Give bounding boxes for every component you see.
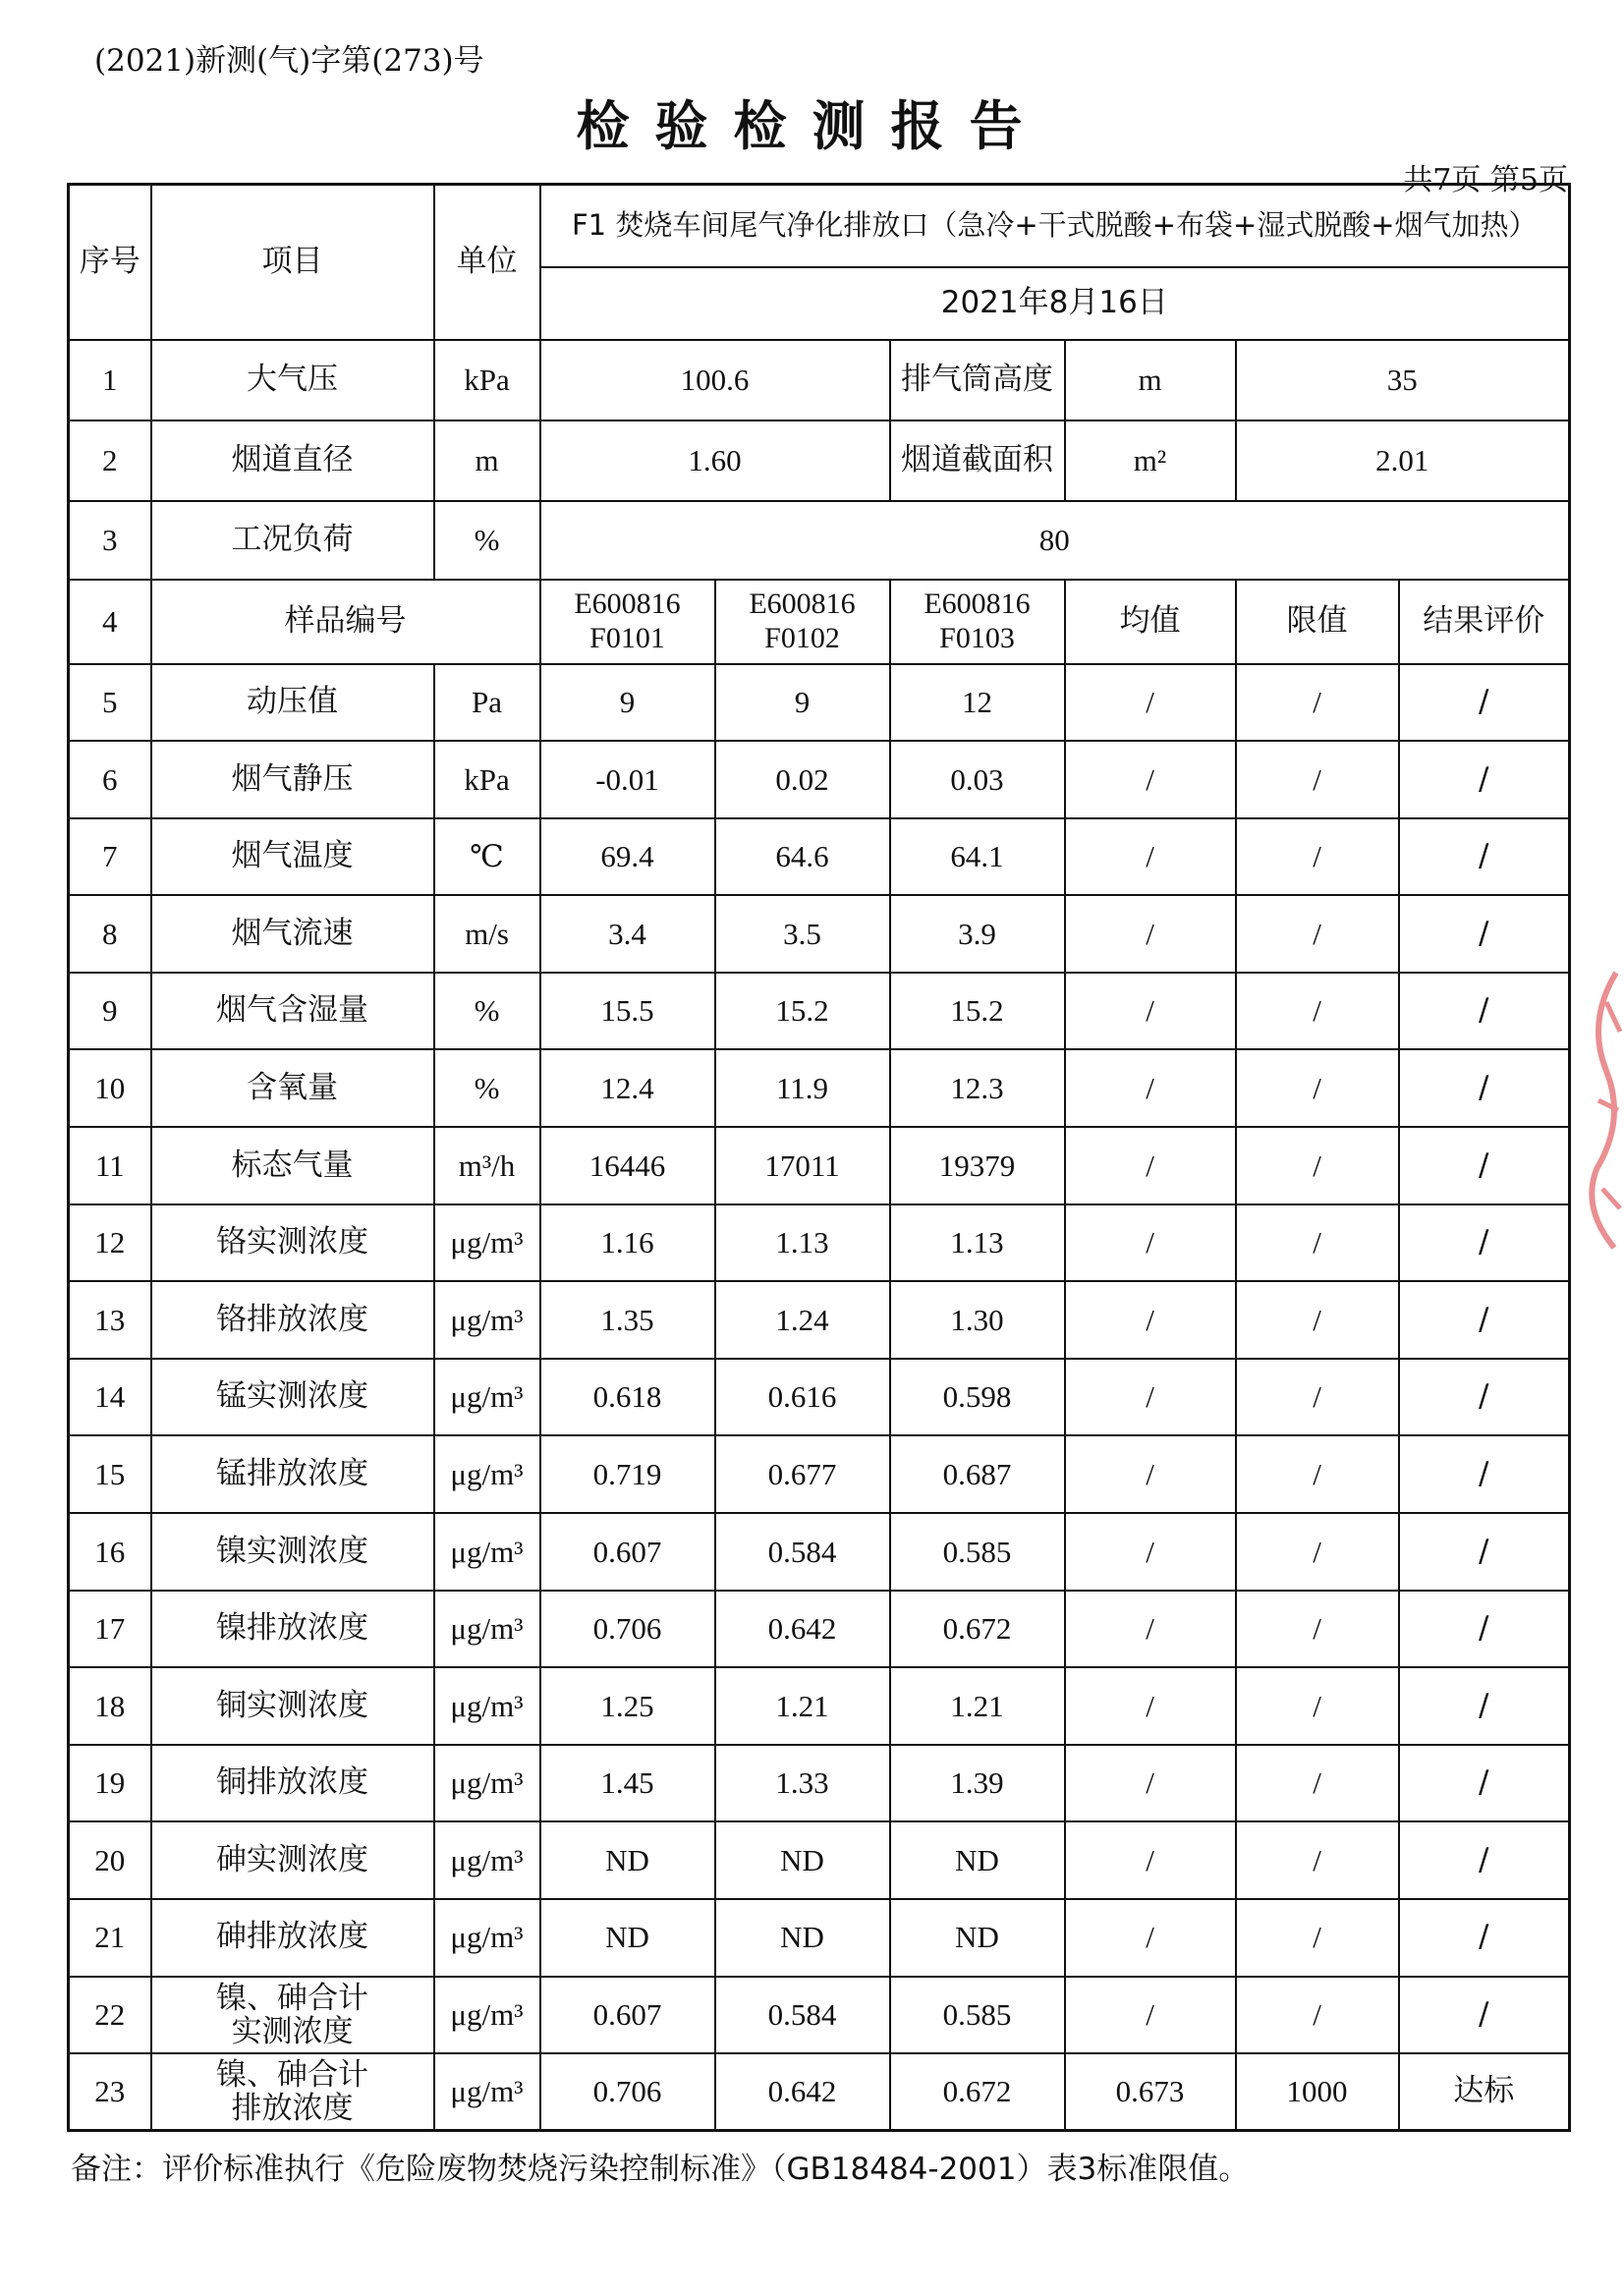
- document-number: (2021)新测(气)字第(273)号: [94, 43, 484, 79]
- header-average: 均值: [1065, 580, 1236, 664]
- table-row: [69, 664, 1570, 742]
- unit-cell: μg/m³: [434, 1821, 540, 1899]
- evaluation-cell: /: [1399, 1745, 1570, 1822]
- item-cell: 样品编号: [151, 580, 540, 664]
- item-cell: 镍排放浓度: [151, 1591, 434, 1668]
- limit-cell: /: [1236, 1667, 1399, 1745]
- value-cell: 17011: [715, 1127, 890, 1204]
- value-cell: 2.01: [1236, 420, 1570, 501]
- value-cell: ND: [715, 1899, 890, 1977]
- header-item: 项目: [151, 185, 434, 340]
- item-cell: 镍、砷合计 排放浓度: [151, 2053, 434, 2131]
- table-row: [69, 741, 1570, 818]
- seq-cell: 10: [69, 1049, 151, 1127]
- seq-cell: 15: [69, 1435, 151, 1513]
- header-seq: 序号: [69, 185, 151, 340]
- value-cell: 9: [540, 664, 715, 742]
- header-limit: 限值: [1236, 580, 1399, 664]
- seq-cell: 6: [69, 741, 151, 818]
- value-cell: 12.3: [890, 1049, 1065, 1127]
- average-cell: /: [1065, 741, 1236, 818]
- seq-cell: 9: [69, 973, 151, 1050]
- value-cell: 0.642: [715, 2053, 890, 2131]
- unit-cell: μg/m³: [434, 1977, 540, 2054]
- value-cell: 0.672: [890, 2053, 1065, 2131]
- average-cell: /: [1065, 1591, 1236, 1668]
- evaluation-cell: /: [1399, 1899, 1570, 1977]
- unit-cell: μg/m³: [434, 1667, 540, 1745]
- evaluation-cell: /: [1399, 1359, 1570, 1436]
- value-cell: 69.4: [540, 818, 715, 896]
- limit-cell: /: [1236, 1977, 1399, 2054]
- value-cell: 0.584: [715, 1513, 890, 1591]
- value-cell: 15.2: [890, 973, 1065, 1050]
- value-cell: ND: [890, 1899, 1065, 1977]
- item-cell: 砷排放浓度: [151, 1899, 434, 1977]
- item-cell: 烟气温度: [151, 818, 434, 896]
- evaluation-cell: /: [1399, 818, 1570, 896]
- seq-cell: 12: [69, 1204, 151, 1282]
- value-cell: 64.6: [715, 818, 890, 896]
- unit-cell: %: [434, 1049, 540, 1127]
- value-cell: 3.9: [890, 895, 1065, 973]
- sample-id-cell: E600816 F0102: [715, 580, 890, 664]
- location-title: F1 焚烧车间尾气净化排放口（急冷+干式脱酸+布袋+湿式脱酸+烟气加热）: [540, 185, 1570, 267]
- seq-cell: 1: [69, 340, 151, 420]
- average-cell: /: [1065, 895, 1236, 973]
- value-cell: 1.60: [540, 420, 890, 501]
- limit-cell: /: [1236, 895, 1399, 973]
- seq-cell: 3: [69, 501, 151, 580]
- table-row: [69, 1359, 1570, 1436]
- value-cell: 80: [540, 501, 1570, 580]
- evaluation-cell: /: [1399, 1821, 1570, 1899]
- limit-cell: /: [1236, 1435, 1399, 1513]
- table-row: [69, 501, 1570, 580]
- item-cell: 烟道直径: [151, 420, 434, 501]
- value-cell: 3.4: [540, 895, 715, 973]
- table-row: [69, 1821, 1570, 1899]
- unit-cell: kPa: [434, 340, 540, 420]
- value-cell: 19379: [890, 1127, 1065, 1204]
- seq-cell: 21: [69, 1899, 151, 1977]
- item-cell: 烟气静压: [151, 741, 434, 818]
- seq-cell: 4: [69, 580, 151, 664]
- item-cell: 铜排放浓度: [151, 1745, 434, 1822]
- seq-cell: 17: [69, 1591, 151, 1668]
- header-evaluation: 结果评价: [1399, 580, 1570, 664]
- value-cell: 0.618: [540, 1359, 715, 1436]
- limit-cell: 1000: [1236, 2053, 1399, 2131]
- limit-cell: /: [1236, 818, 1399, 896]
- value-cell: 0.598: [890, 1359, 1065, 1436]
- item-cell: 锰排放浓度: [151, 1435, 434, 1513]
- value-cell: 35: [1236, 340, 1570, 420]
- header-unit: 单位: [434, 185, 540, 340]
- limit-cell: /: [1236, 1281, 1399, 1359]
- unit-cell: m: [434, 420, 540, 501]
- item-cell: 镍实测浓度: [151, 1513, 434, 1591]
- evaluation-cell: /: [1399, 1667, 1570, 1745]
- unit-cell: m²: [1065, 420, 1236, 501]
- value-cell: 1.25: [540, 1667, 715, 1745]
- seq-cell: 11: [69, 1127, 151, 1204]
- average-cell: /: [1065, 1204, 1236, 1282]
- table-row: [69, 1591, 1570, 1668]
- limit-cell: /: [1236, 1899, 1399, 1977]
- unit-cell: m/s: [434, 895, 540, 973]
- value-cell: 12: [890, 664, 1065, 742]
- seq-cell: 2: [69, 420, 151, 501]
- seq-cell: 7: [69, 818, 151, 896]
- value-cell: 0.02: [715, 741, 890, 818]
- evaluation-cell: /: [1399, 1204, 1570, 1282]
- evaluation-cell: /: [1399, 1435, 1570, 1513]
- item-cell: 动压值: [151, 664, 434, 742]
- average-cell: /: [1065, 1513, 1236, 1591]
- table-row: [69, 895, 1570, 973]
- unit-cell: μg/m³: [434, 1591, 540, 1668]
- average-cell: /: [1065, 973, 1236, 1050]
- report-title: 检验检测报告: [576, 95, 1048, 157]
- unit-cell: μg/m³: [434, 2053, 540, 2131]
- value-cell: 0.719: [540, 1435, 715, 1513]
- table-row: [69, 1899, 1570, 1977]
- limit-cell: /: [1236, 1745, 1399, 1822]
- average-cell: 0.673: [1065, 2053, 1236, 2131]
- value-cell: 0.706: [540, 1591, 715, 1668]
- seq-cell: 18: [69, 1667, 151, 1745]
- value-cell: 0.607: [540, 1977, 715, 2054]
- unit-cell: μg/m³: [434, 1281, 540, 1359]
- unit-cell: %: [434, 501, 540, 580]
- value-cell: 100.6: [540, 340, 890, 420]
- seq-cell: 8: [69, 895, 151, 973]
- average-cell: /: [1065, 818, 1236, 896]
- limit-cell: /: [1236, 1049, 1399, 1127]
- value-cell: 9: [715, 664, 890, 742]
- seq-cell: 5: [69, 664, 151, 742]
- value-cell: ND: [540, 1899, 715, 1977]
- average-cell: /: [1065, 1977, 1236, 2054]
- evaluation-cell: /: [1399, 1281, 1570, 1359]
- table-row: [69, 1977, 1570, 2054]
- value-cell: ND: [890, 1821, 1065, 1899]
- value-cell: 1.21: [715, 1667, 890, 1745]
- value-cell: 1.24: [715, 1281, 890, 1359]
- limit-cell: /: [1236, 1591, 1399, 1668]
- item-cell: 标态气量: [151, 1127, 434, 1204]
- evaluation-cell: /: [1399, 1127, 1570, 1204]
- value-cell: 1.39: [890, 1745, 1065, 1822]
- average-cell: /: [1065, 1667, 1236, 1745]
- unit-cell: m: [1065, 340, 1236, 420]
- unit-cell: μg/m³: [434, 1204, 540, 1282]
- value-cell: 0.585: [890, 1977, 1065, 2054]
- page-info: 共7页 第5页: [1403, 163, 1568, 197]
- table-row: [69, 1281, 1570, 1359]
- average-cell: /: [1065, 664, 1236, 742]
- value-cell: 0.677: [715, 1435, 890, 1513]
- value-cell: 64.1: [890, 818, 1065, 896]
- seq-cell: 23: [69, 2053, 151, 2131]
- remark-note: 备注：评价标准执行《危险废物焚烧污染控制标准》（GB18484-2001）表3标准限值。: [71, 2152, 1250, 2187]
- unit-cell: μg/m³: [434, 1745, 540, 1822]
- unit-cell: μg/m³: [434, 1899, 540, 1977]
- unit-cell: m³/h: [434, 1127, 540, 1204]
- value-cell: ND: [540, 1821, 715, 1899]
- evaluation-cell: /: [1399, 895, 1570, 973]
- evaluation-cell: /: [1399, 1513, 1570, 1591]
- value-cell: ND: [715, 1821, 890, 1899]
- item-cell: 烟气含湿量: [151, 973, 434, 1050]
- value-cell: 0.584: [715, 1977, 890, 2054]
- limit-cell: /: [1236, 1127, 1399, 1204]
- unit-cell: %: [434, 973, 540, 1050]
- seq-cell: 19: [69, 1745, 151, 1822]
- value-cell: 11.9: [715, 1049, 890, 1127]
- table-row: [69, 1513, 1570, 1591]
- value-cell: 0.585: [890, 1513, 1065, 1591]
- evaluation-cell: /: [1399, 664, 1570, 742]
- average-cell: /: [1065, 1745, 1236, 1822]
- table-row: [69, 420, 1570, 501]
- table-row: [69, 818, 1570, 896]
- value-cell: 0.706: [540, 2053, 715, 2131]
- item-cell: 砷实测浓度: [151, 1821, 434, 1899]
- value-cell: 15.5: [540, 973, 715, 1050]
- value-cell: 1.16: [540, 1204, 715, 1282]
- item-cell: 镍、砷合计 实测浓度: [151, 1977, 434, 2054]
- sample-id-cell: E600816 F0103: [890, 580, 1065, 664]
- average-cell: /: [1065, 1127, 1236, 1204]
- item-cell: 排气筒高度: [890, 340, 1065, 420]
- average-cell: /: [1065, 1899, 1236, 1977]
- seq-cell: 14: [69, 1359, 151, 1436]
- red-seal-stamp-icon: [1577, 963, 1624, 1258]
- evaluation-cell: /: [1399, 1049, 1570, 1127]
- seq-cell: 16: [69, 1513, 151, 1591]
- table-row: [69, 1204, 1570, 1282]
- table-row: [69, 1667, 1570, 1745]
- unit-cell: kPa: [434, 741, 540, 818]
- value-cell: 1.13: [890, 1204, 1065, 1282]
- seq-cell: 22: [69, 1977, 151, 2054]
- unit-cell: μg/m³: [434, 1359, 540, 1436]
- unit-cell: ℃: [434, 818, 540, 896]
- average-cell: /: [1065, 1821, 1236, 1899]
- seq-cell: 20: [69, 1821, 151, 1899]
- value-cell: 0.616: [715, 1359, 890, 1436]
- value-cell: 1.13: [715, 1204, 890, 1282]
- value-cell: 1.45: [540, 1745, 715, 1822]
- value-cell: 1.35: [540, 1281, 715, 1359]
- seq-cell: 13: [69, 1281, 151, 1359]
- item-cell: 铬实测浓度: [151, 1204, 434, 1282]
- evaluation-cell: /: [1399, 973, 1570, 1050]
- item-cell: 铜实测浓度: [151, 1667, 434, 1745]
- limit-cell: /: [1236, 1204, 1399, 1282]
- table-row: [69, 580, 1570, 664]
- table-row: [69, 973, 1570, 1050]
- value-cell: 0.672: [890, 1591, 1065, 1668]
- evaluation-cell: 达标: [1399, 2053, 1570, 2131]
- item-cell: 锰实测浓度: [151, 1359, 434, 1436]
- average-cell: /: [1065, 1359, 1236, 1436]
- unit-cell: μg/m³: [434, 1435, 540, 1513]
- table-row: [69, 1127, 1570, 1204]
- value-cell: 0.03: [890, 741, 1065, 818]
- item-cell: 铬排放浓度: [151, 1281, 434, 1359]
- evaluation-cell: /: [1399, 741, 1570, 818]
- limit-cell: /: [1236, 1821, 1399, 1899]
- value-cell: 0.642: [715, 1591, 890, 1668]
- table-row: [69, 1745, 1570, 1822]
- value-cell: 15.2: [715, 973, 890, 1050]
- item-cell: 烟道截面积: [890, 420, 1065, 501]
- table-row: [69, 1435, 1570, 1513]
- evaluation-cell: /: [1399, 1977, 1570, 2054]
- limit-cell: /: [1236, 1513, 1399, 1591]
- value-cell: 1.30: [890, 1281, 1065, 1359]
- evaluation-cell: /: [1399, 1591, 1570, 1668]
- table-row: [69, 1049, 1570, 1127]
- value-cell: 12.4: [540, 1049, 715, 1127]
- report-table: [67, 183, 1571, 2132]
- table-row: [69, 2053, 1570, 2131]
- item-cell: 工况负荷: [151, 501, 434, 580]
- sample-id-cell: E600816 F0101: [540, 580, 715, 664]
- value-cell: 1.33: [715, 1745, 890, 1822]
- unit-cell: Pa: [434, 664, 540, 742]
- item-cell: 含氧量: [151, 1049, 434, 1127]
- average-cell: /: [1065, 1435, 1236, 1513]
- value-cell: 1.21: [890, 1667, 1065, 1745]
- limit-cell: /: [1236, 973, 1399, 1050]
- value-cell: 0.687: [890, 1435, 1065, 1513]
- unit-cell: μg/m³: [434, 1513, 540, 1591]
- average-cell: /: [1065, 1281, 1236, 1359]
- limit-cell: /: [1236, 1359, 1399, 1436]
- value-cell: 0.607: [540, 1513, 715, 1591]
- item-cell: 烟气流速: [151, 895, 434, 973]
- value-cell: -0.01: [540, 741, 715, 818]
- average-cell: /: [1065, 1049, 1236, 1127]
- test-date: 2021年8月16日: [540, 267, 1570, 340]
- value-cell: 16446: [540, 1127, 715, 1204]
- limit-cell: /: [1236, 664, 1399, 742]
- table-row: [69, 340, 1570, 420]
- value-cell: 3.5: [715, 895, 890, 973]
- limit-cell: /: [1236, 741, 1399, 818]
- item-cell: 大气压: [151, 340, 434, 420]
